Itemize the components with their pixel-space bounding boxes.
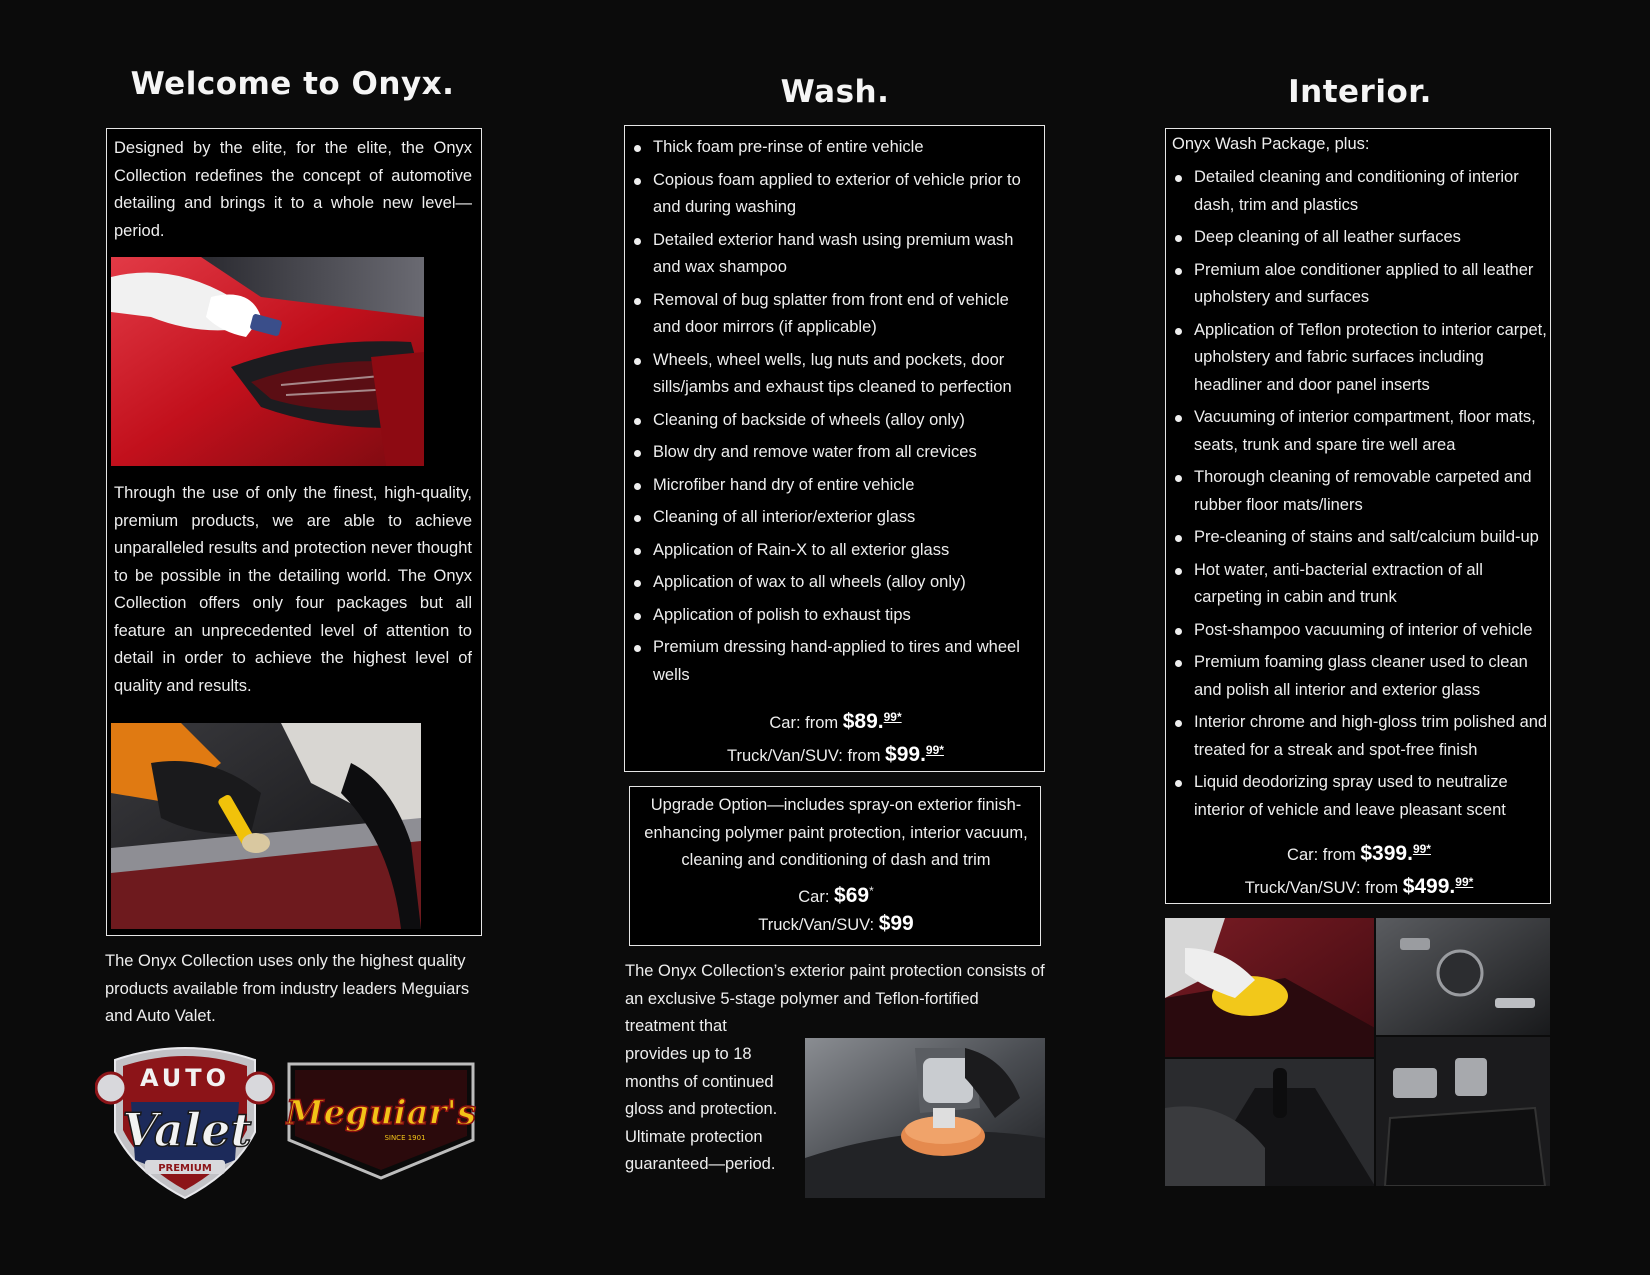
interior-list-item: Pre-cleaning of stains and salt/calcium build-up [1171,524,1549,552]
protection-text-2: provides up to 18 months of continued gloss and protection. Ultimate protection guaranteed—period. [625,1045,778,1173]
interior-list-item: Vacuuming of interior compartment, floor mats, seats, trunk and spare tire well area [1171,404,1549,459]
welcome-footer: The Onyx Collection uses only the highest quality products available from industry leaders Meguiars and Auto Valet. [105,952,470,1025]
taillight-photo [111,257,424,466]
interior-price-truck-cents: 99* [1455,875,1474,889]
wash-list-item: Application of Rain-X to all exterior glass [630,537,1038,565]
interior-collage-image [1165,918,1550,1186]
wash-list-item: Blow dry and remove water from all crevices [630,439,1038,467]
interior-title: Interior. [1288,74,1432,110]
wash-list-item: Copious foam applied to exterior of vehicle prior to and during washing [630,167,1038,222]
interior-price-car-cents: 99* [1412,842,1431,856]
upgrade-price-car-label: Car: [798,888,835,906]
interior-list-item: Deep cleaning of all leather surfaces [1171,224,1549,252]
wash-price-car-cents: 99* [883,710,902,724]
wash-list-item: Cleaning of all interior/exterior glass [630,504,1038,532]
wash-price-truck-cents: 99* [925,743,944,757]
interior-list-item: Post-shampoo vacuuming of interior of vehicle [1171,617,1549,645]
polisher-image [805,1038,1045,1198]
taillight-image [111,257,424,466]
doorsill-photo [111,723,421,929]
wash-box [624,125,1045,772]
wash-price-truck-label: Truck/Van/SUV: from [727,747,886,765]
wash-list-item: Cleaning of backside of wheels (alloy only) [630,407,1038,435]
interior-box [1165,128,1551,904]
wash-list [630,134,1038,694]
wash-list-item: Premium dressing hand-applied to tires and wheel wells [630,634,1038,689]
wash-price-truck [625,734,1046,773]
wash-list-item: Detailed exterior hand wash using premium wash and wax shampoo [630,227,1038,282]
interior-price-car-amount: $399. [1360,842,1413,865]
meguiars-name-text: Meguiar's [285,1093,477,1133]
upgrade-price-truck-label: Truck/Van/SUV: [758,916,879,934]
wash-price-car-label: Car: from [769,714,843,732]
wash-list-item: Removal of bug splatter from front end of vehicle and door mirrors (if applicable) [630,287,1038,342]
upgrade-price-car-star: * [869,884,874,898]
welcome-intro: Designed by the elite, for the elite, the Onyx Collection redefines the concept of automotive detailing and brings it to a whole new level—period. [114,139,472,240]
wash-price-car-amount: $89. [842,710,884,733]
upgrade-price-truck [630,907,1042,942]
wash-list-item: Wheels, wheel wells, lug nuts and pockets, door sills/jambs and exhaust tips cleaned to perfection [630,347,1038,402]
interior-price-truck-amount: $499. [1402,875,1456,898]
interior-list-item: Detailed cleaning and conditioning of interior dash, trim and plastics [1171,164,1549,219]
meguiars-tag-text: SINCE 1901 [384,1134,426,1142]
interior-list-item: Hot water, anti-bacterial extraction of all carpeting in cabin and trunk [1171,557,1549,612]
upgrade-box [629,786,1041,946]
upgrade-price-car-amount: $69 [834,884,870,907]
welcome-title: Welcome to Onyx. [130,66,455,102]
wash-price-truck-amount: $99. [885,743,926,766]
wash-title: Wash. [780,74,890,110]
interior-list-item: Premium aloe conditioner applied to all leather upholstery and surfaces [1171,257,1549,312]
autovalet-top-text: AUTO [139,1064,231,1092]
interior-lead: Onyx Wash Package, plus: [1172,135,1370,153]
polisher-photo [805,1038,1045,1198]
interior-list-item: Application of Teflon protection to interior carpet, upholstery and fabric surfaces including headliner and door panel inserts [1171,317,1549,400]
autovalet-script-text: Valet [122,1103,252,1157]
protection-text-1: The Onyx Collection’s exterior paint protection consists of an exclusive 5-stage polymer and Teflon-fortified treatment that [625,962,1045,1035]
wash-list-item: Application of polish to exhaust tips [630,602,1038,630]
welcome-body: Through the use of only the finest, high-quality, premium products, we are able to achieve unparalleled results and protection never thought to be possible in the detailing world. The Onyx Collection offers only four packages but all feature an unprecedented level of attention to detail in order to achieve the highest level of quality and results. [114,484,472,695]
autovalet-bottom-text: PREMIUM [158,1163,212,1174]
interior-list-item: Liquid deodorizing spray used to neutralize interior of vehicle and leave pleasant scent [1171,769,1549,824]
autovalet-logo [95,1042,275,1200]
upgrade-text: Upgrade Option—includes spray-on exterior finish-enhancing polymer paint protection, interior vacuum, cleaning and conditioning of dash and trim [644,796,1028,869]
interior-list-item: Premium foaming glass cleaner used to clean and polish all interior and exterior glass [1171,649,1549,704]
upgrade-price-truck-amount: $99 [878,912,914,935]
interior-list [1171,164,1549,829]
interior-price-truck-label: Truck/Van/SUV: from [1244,879,1403,897]
interior-collage [1165,918,1550,1186]
welcome-box [106,128,482,936]
interior-list-item: Interior chrome and high-gloss trim polished and treated for a streak and spot-free finish [1171,709,1549,764]
wash-list-item: Thick foam pre-rinse of entire vehicle [630,134,1038,162]
doorsill-image [111,723,421,929]
interior-price-truck [1166,866,1552,905]
interior-price-car-label: Car: from [1287,846,1361,864]
wash-list-item: Application of wax to all wheels (alloy only) [630,569,1038,597]
wash-list-item: Microfiber hand dry of entire vehicle [630,472,1038,500]
meguiars-logo [285,1060,477,1182]
interior-list-item: Thorough cleaning of removable carpeted and rubber floor mats/liners [1171,464,1549,519]
